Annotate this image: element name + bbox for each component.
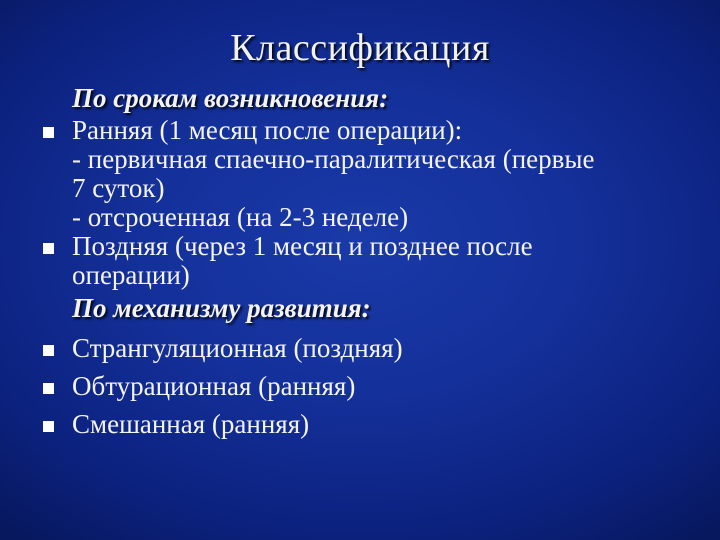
list-item-label: Странгуляционная (поздняя) — [72, 333, 403, 363]
square-bullet-icon — [43, 383, 54, 394]
list-item-mixed — [0, 405, 720, 443]
list-item-label: Ранняя (1 месяц после операции): — [72, 115, 463, 145]
square-bullet-icon — [43, 345, 54, 356]
section-heading-mechanism: По механизму развития: — [72, 293, 371, 323]
list-subitem-primary: - первичная спаечно-паралитическая (первые — [72, 144, 595, 174]
list-subitem-delayed: - отсроченная (на 2-3 неделе) — [72, 202, 409, 232]
list-item-late-cont: операции) — [72, 260, 190, 290]
slide-title: Классификация — [230, 27, 490, 69]
square-bullet-icon — [43, 421, 54, 432]
square-bullet-icon — [43, 243, 54, 254]
list-item-label: Смешанная (ранняя) — [72, 409, 310, 439]
square-bullet-icon — [43, 127, 54, 138]
list-item-strangulation — [0, 329, 720, 367]
section-heading-timing: По срокам возникновения: — [72, 83, 389, 113]
list-item-early — [0, 116, 720, 145]
list-item-label: Обтурационная (ранняя) — [72, 371, 356, 401]
list-subitem-primary-cont: 7 суток) — [72, 173, 165, 203]
list-item-label: Поздняя (через 1 месяц и позднее после — [72, 231, 533, 261]
slide-body — [0, 80, 720, 443]
list-item-obturation — [0, 367, 720, 405]
list-item-late — [0, 232, 720, 261]
